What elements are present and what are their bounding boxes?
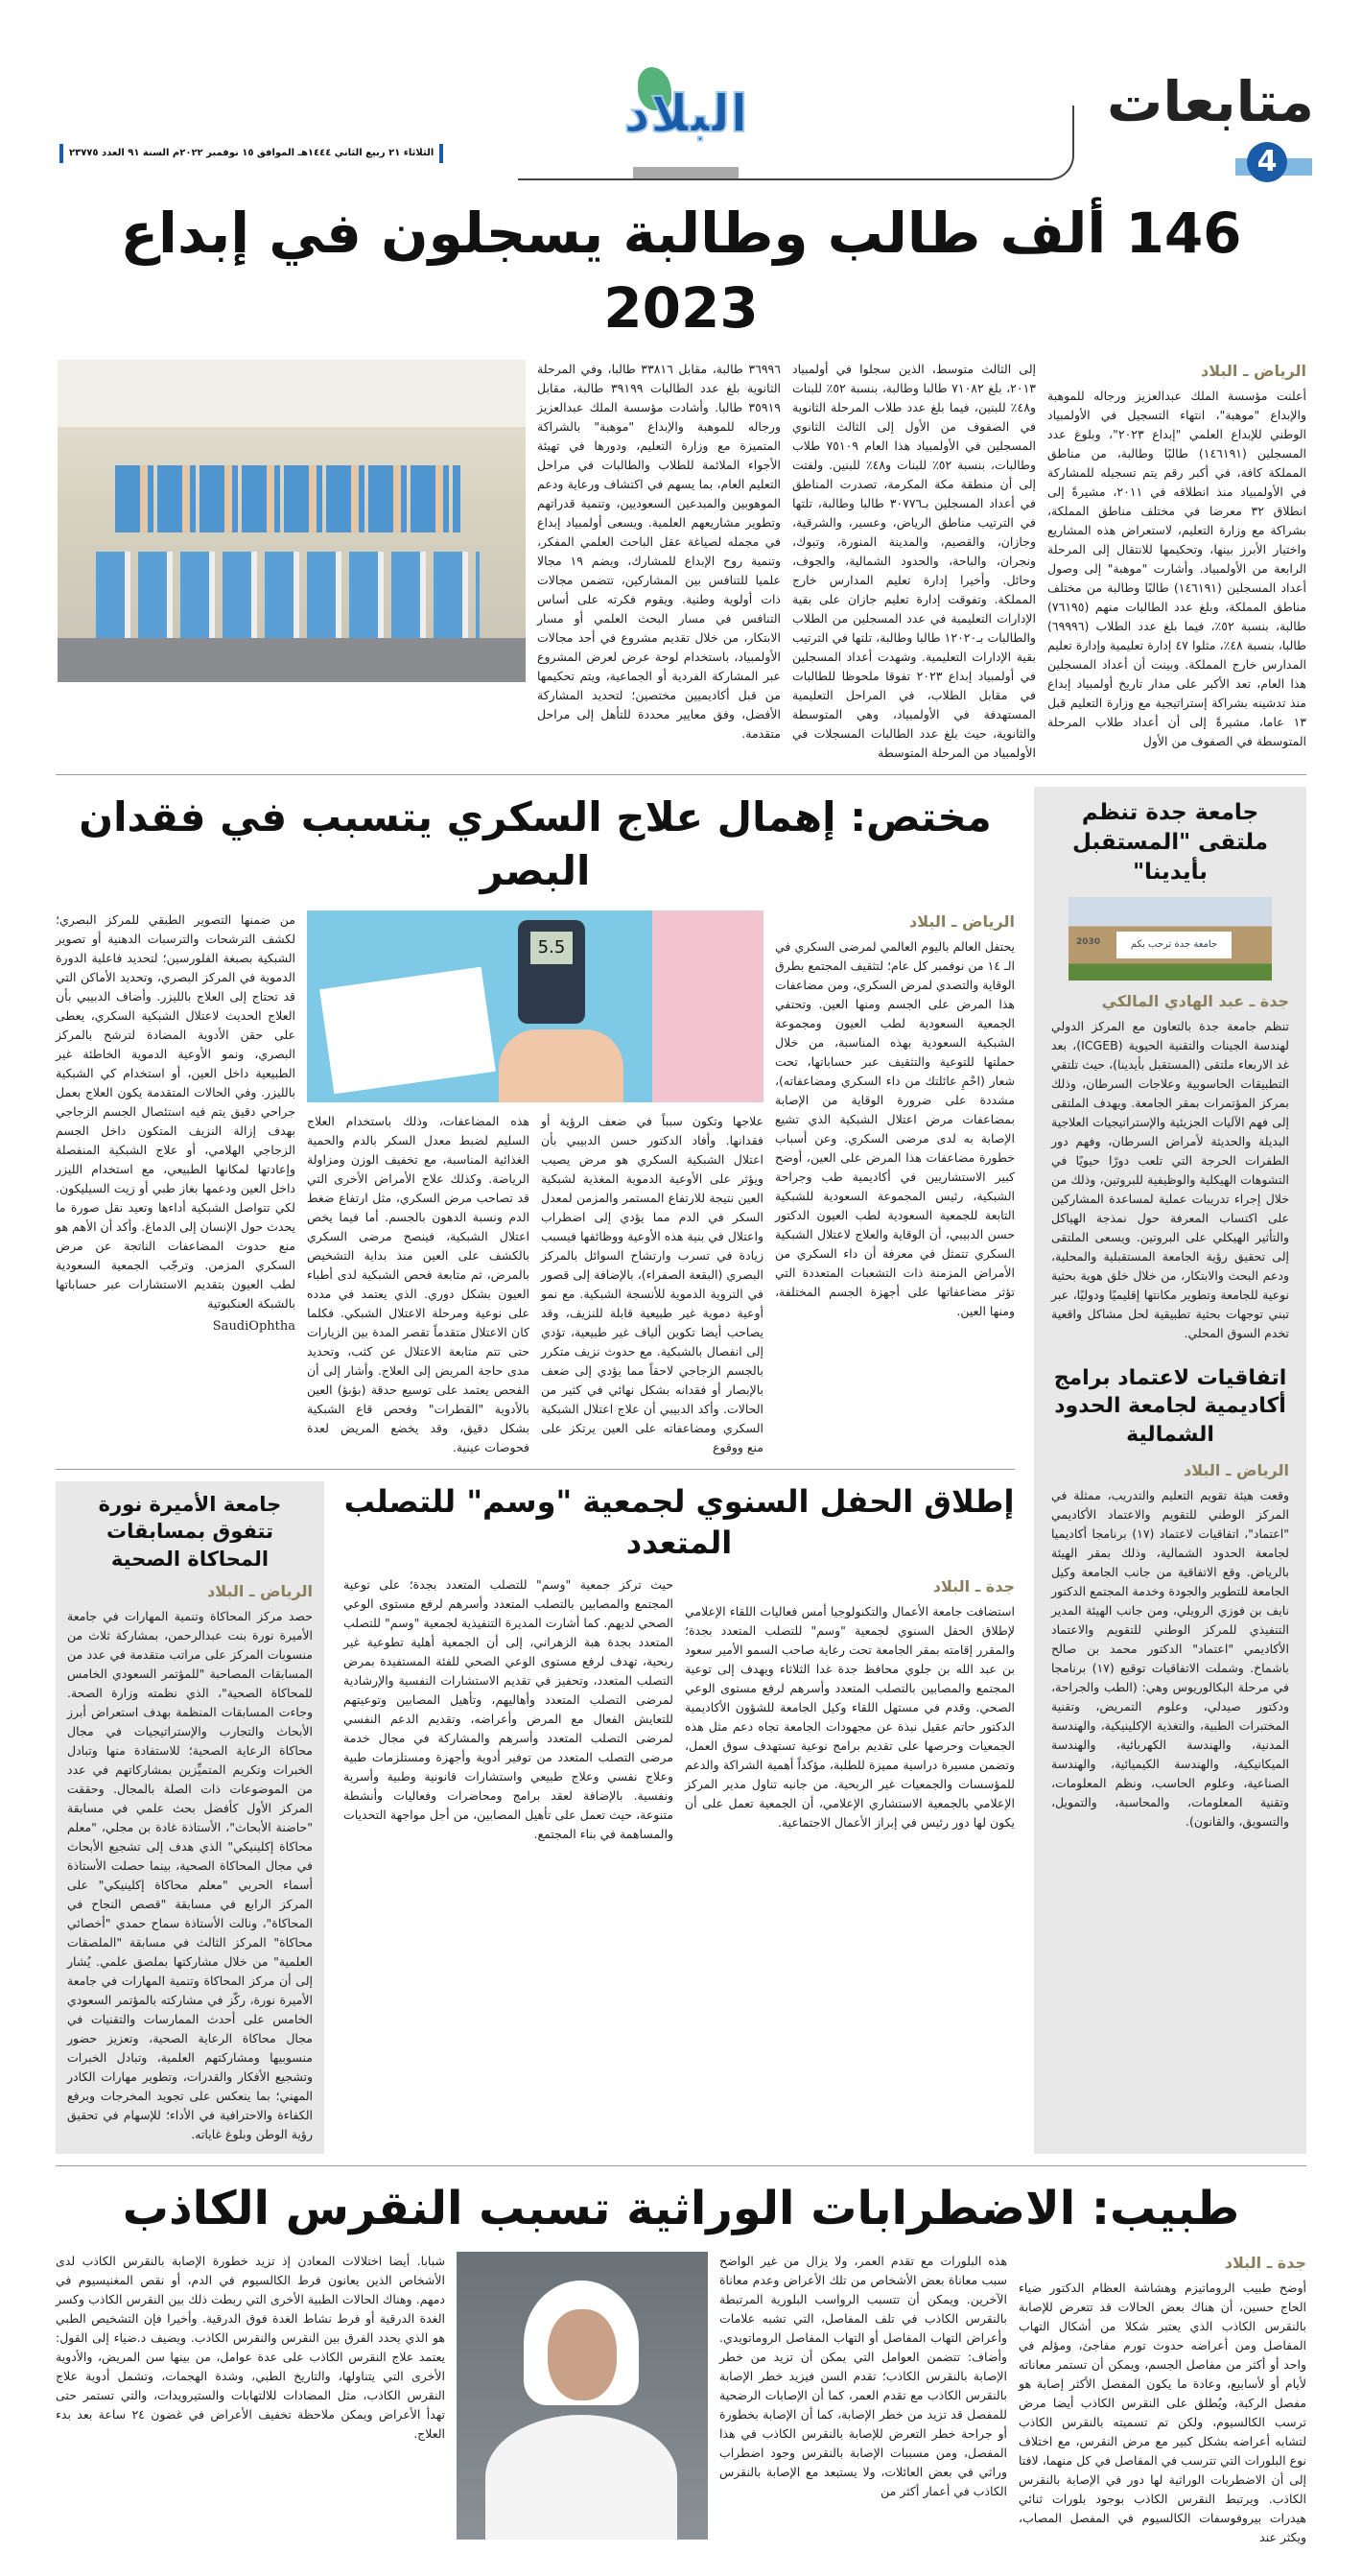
paragraph: استضافت جامعة الأعمال والتكنولوجيا أمس فعاليات اللقاء الإعلامي لإطلاق الحفل السنوي لجمعية "وسم" للتصلب المتعدد بجدة؛ والمقرر إقامته بمقر الجامعة تحت رعاية صاحب السمو الأمير سعود بن عبد الله بن جلوي محافظ جدة غدا الثلاثاء ويهدف إلى توعية المجتمع والمصابين بالتصلب المتعدد وأسرهم لرفع مستوى الوعي الصحي. وقدم في مستهل اللقاء وكيل الجامعة للشؤون الأكاديمية الدكتور حاتم عقيل نبذة عن مجهودات الجامعة تجاه دعم مثل هذه الجمعيات وحرصها على تقديم برامج نوعية تستهدف سوق العمل، وتضمن مسيرة دراسية مميزة للطلبة، مؤكداً أهمية الشراكة والدعم للمؤسسات والجمعيات غير الربحية. من جانبه تناول مدير المركز الإعلامي بالجمعية الاستشاري الإعلامي، أن الجمعية تعمل على أن يكون لها دور رئيس في إبراز الأعمال الاجتماعية. (685, 1604, 1015, 1831)
page-number: 4 (1247, 142, 1287, 182)
diabetes-column-4 (56, 910, 295, 1336)
paragraph: أوضح طبيب الروماتيزم وهشاشة العظام الدكتور ضياء الحاج حسين، أن هناك بعض الحالات قد تتعرض للإصابة بالنقرس الكاذب الذي يعتبر شكلا من أشكال التهاب المفاصل ومن أعراضه حدوث تورم مفاجئ، ومؤلم في واحد أو أكثر من مفاصل الجسم، ويمكن أن تستمر معاناته لأيام أو لأسابيع، وعادة ما يكون المفصل الأكثر إصابة هو مفصل الركبة، ويُطلق على النقرس الكاذب أيضا مرض ترسب الكالسيوم، ولكن تم تسميته بالنقرس الكاذب لتشابه أعراضه بشكل كبير مع مرض النقرس، مع اختلاف نوع البلورات التي تترسب في المفاصل في كل منهما، لافتا إلى أن الاضطربات الوراثية لها دور في الإصابة بالنقرس الكاذب. ويرتبط النقرس الكاذب بوجود بلورات ثنائي هيدرات بيروفوسفات الكالسيوم في المفصل المصاب، ويكثر عند (1019, 2280, 1306, 2544)
gout-article (56, 2252, 1306, 2547)
diabetes-article (56, 910, 1015, 1457)
divider (56, 2165, 1306, 2166)
paragraph: هذه البلورات مع تقدم العمر، ولا يزال من غير الواضح سبب معاناة بعض الأشخاص من تلك الأعراض وعدم معاناة الآخرين. ويمكن أن تتسبب الرواسب البلورية المرتبطة بالنقرس الكاذب في تلف المفاصل، التي تشبه علامات وأعراض التهاب المفاصل أو التهاب المفاصل الروماتويدي. وأضاف: تتضمن العوامل التي يمكن أن تزيد من خطر الإصابة بالنقرس الكاذب؛ تقدم السن فيزيد خطر الإصابة بالنقرس الكاذب مع تقدم العمر، كما أن الإصابات الرضحية للمفصل قد تزيد من خطر الإصابة، كما أن الإصابة بخطورة أو جراحة خطر التعرض للإصابة بالنقرس الكاذب في هذا المفصل، ومن مسببات الإصابة بالنقرس وجود اضطراب وراثي في بعض العائلات، ولا يستبعد مع الإصابة بالنقرس الكاذب في أعمار أكثر من (719, 2253, 1007, 2498)
wasm-headline: إطلاق الحفل السنوي لجمعية "وسم" للتصلب المتعدد (343, 1482, 1015, 1562)
wasm-column-1 (685, 1575, 1015, 1832)
paragraph: من ضمنها التصوير الطبقي للمركز البصري؛ لكشف الترشحات والترسبات الدهنية أو تصوير الشبكية بصبغة الفلورسين؛ لتحديد فاعلية الدورة الدموية في المركز البصري، وتحديد الأماكن التي قد تحتاج إلى العلاج بالليزر. وأضاف الدبيبي بأن العلاج الحديث لاعتلال الشبكية السكري، يعطى على حقن الأدوية المضادة لترشح بالمركز البصري، ونمو الأوعية الدموية الخاطئة غير الطبيعية داخل العين، أو استخدام كي الشبكية بالليزر. وفي الحالات المتقدمة يكون العلاج بعمل جراحي دقيق يتم فيه استئصال الجسم الزجاجي بهدف إزالة النزيف المتكون داخل الجسم الزجاجي الهلامي، أو علاج الشبكية المنفصلة وإعادتها لمكانها الطبيعي، مع استخدام الليزر داخل العين ودعمها بغاز طبي أو زيت السيليكون. لكي تتواصل الشبكية أداءها وتعيد نقل صورة ما يحدث حول الإنسان إلى الدماغ. وأكد أن الأهم هو منع حدوث المضاعفات الناتجة عن مرض السكري المزمن. وترجّب الجمعية السعودية لطب العيون بتقديم الاستشارات عبر حساباتها بالشبكة العنكبوتية (56, 911, 295, 1311)
header-curve (1045, 106, 1074, 180)
paragraph: حصد مركز المحاكاة وتنمية المهارات في جامعة الأميرة نورة بنت عبدالرحمن، بمشاركة ثلاث من منسوبات المركز على مراتب متقدمة في عدد من المسابقات المصاحبة "للمؤتمر السعودي الخامس للمحاكاة الصحية"، الذي نظمته وزارة الصحة. وجاءت المسابقات المنظمة بهدف استعراض أبرز الأبحاث والتجارب والإستراتيجيات في مجال محاكاة الرعاية الصحية؛ للاستفادة منها وتبادل الخبرات وتكريم المتميِّزين بمشاركاتهم في عدد من الموضوعات ذات الصلة بالمجال. وحققت المركز الأول كأفضل بحث علمي في مسابقة "حاضنة الأبحاث"، الأستاذة غادة بن مجلي، "معلم محاكاة إكلينيكي" الذي هدف إلى تشجيع الأبحاث في مجال المحاكاة الصحية، بينما حصلت الأستاذة أسماء الحربي "معلم محاكاة إكلينيكي" على المركز الرابع في مسابقة "قصص النجاح في المحاكاة"، ونالت الأستاذة سماح حمدي "أخصائي محاكاة" المركز الثالث في مسابقة "الملصقات العلمية" من خلال مشاركتها بملصق علمي. يُشار إلى أن مركز المحاكاة وتنمية المهارات في جامعة الأميرة نورة، ركّز في مشاركته بالمؤتمر السعودي الخامس على أحدث الممارسات والتقنيات في مجال محاكاة الرعاية الصحية، وتعزيز حضور منسوبيها ومشاركتهم العلمية، وتبادل الخبرات وتشجيع الأفكار والقدرات، وتطوير مهارات الكادر المهني؛ بما ينعكس على تجويد المخرجات وبرفع الكفاءة والاحترافية في الأداء؛ للإسهام في تحقيق رؤية الوطن وبلوغ غاياته. (67, 1609, 313, 2141)
gout-column-1 (1019, 2252, 1306, 2547)
noura-box (56, 1481, 324, 2154)
byline: الرياض ـ البلاد (1201, 361, 1306, 380)
jeddah-body (1051, 990, 1289, 1343)
paragraph: وقعت هيئة تقويم التعليم والتدريب، ممثلة في المركز الوطني للتقويم والاعتماد الأكاديمي "اعتماد"، اتفاقيات لاعتماد (١٧) برنامجا أكاديميا لجامعة الحدود الشمالية، وذلك بمقر الهيئة بالرياض. وقع الاتفاقية من جانب الجامعة وكيل الجامعة للتطوير والجودة وخدمة المجتمع الدكتور نايف بن فوزي الرويلي، ومن جانب الهيئة المدير التنفيذي للمركز الوطني للتقويم والاعتماد الأكاديمي "اعتماد" الدكتور محمد بن صالح باشماخ. وشملت الاتفاقيات توقيع (١٧) برنامجا في مرحلة البكالوريوس وهي: (الطب والجراحة، ودكتور صيدلي، وعلوم التمريض، وتقنية المختبرات الطبية، والتغذية الإكلينيكية، والهندسة المدنية، والهندسة الكهربائية، والهندسة الميكانيكية، والهندسة الكيميائية، والهندسة الصناعية، وعلوم الحاسب، ونظم المعلومات، وتقنية المعلومات، والمحاسبة، والتمويل، والتسويق، والقانون). (1051, 1487, 1289, 1829)
glucometer-photo (307, 910, 763, 1102)
university-photo (1068, 897, 1272, 981)
gout-column-3 (56, 2252, 445, 2444)
paragraph: شبابا. أيضا اختلالات المعادن إذ تزيد خطورة الإصابة بالنقرس الكاذب لدى الأشخاص الذين يعانون فرط الكالسيوم في الدم، أو نقص المغنيسيوم في دمهم. وهناك الحالات الطبية الأخرى التي ربطت ذلك بين النقرس الكاذب وكسر الغدة الدرقية أو فرط نشاط الغدة فوق الدرقية. وأخيرا فإن التشخيص الطبي هو الذي يحدد الفرق بين النقرس والنقرس الكاذب. ويضيف د.ضياء إلى القول: يعتمد علاج النقرس الكاذب على عدة عوامل، من بينها سن المريض، والأدوية الأخرى التي يتناولها، والتاريخ الطبي، وشدة الهجمات، وتشمل أدوية علاج النقرس الكاذب، مثل المضادات للالتهابات والستيرويدات، والتي تستمر حتى تهدأ الأعراض ويمكن ملاحظة تخفيف الأعراض في غضون ٢٤ ساعة بعد بدء العلاج. (56, 2253, 445, 2441)
paragraph: هذه المضاعفات، وذلك باستخدام العلاج السليم لضبط معدل السكر بالدم والحمية الغذائية المناسبة، مع تخفيف الوزن ومزاولة الرياضة. وكذلك علاج الأمراض الأخرى التي قد تصاحب مرض السكري، مثل ارتفاع ضغط الدم ونسبة الدهون بالجسم. أما فيما يخص اعتلال الشبكية، فينصح مرضى السكري بالكشف على العين منذ بداية التشخيص بالمرض، ثم متابعة فحص الشبكية لدى أطباء العيون بشكل دوري. الذي يعتمد في مدده على نوعية ومرحلة الاعتلال الشبكي. فكلما كان الاعتلال متقدماً تقصر المدة بين الزيارات حتى تتم متابعة الاعتلال عن كثب، وتحديد مدى حاجة المريض إلى العلاج. وأشار إلى أن الفحص يعتمد على توسيع حدقة (بؤبؤ) العين بالأدوية "القطرات" وفحص قاع الشبكية بشكل دقيق، وقد يخضع المريض لعدة فحوصات عينية. (307, 1113, 529, 1454)
paragraph: يحتفل العالم باليوم العالمي لمرضى السكري في الـ ١٤ من نوفمبر كل عام؛ لتثقيف المجتمع بطرق الوقاية والتصدي لمرض السكري، ومن مضاعفات هذا المرض على الجسم ومنها العين. وتحتفي الجمعية السعودية لطب العيون ومجموعة الشبكية السعودية بهذه المناسبة، من خلال حملتها للتوعية والتثقيف عبر حساباتها، تحت شعار (احْمِ عائلتك من داء السكري ومضاعفاته)، مشددة على ضرورة الوقاية من الإصابة بمضاعفات مرض اعتلال الشبكية الذي تشيع الإصابة به لدى مرضى السكري. وعن أسباب خطورة مضاعفات هذا المرض على العين، أوضح كبير الاستشاريين في أكاديمية طب وجراحة الشبكية، رئيس المجموعة السعودية للشبكية التابعة للجمعية السعودية لطب العيون الدكتور حسن الدبيبي، أن الوقاية والعلاج لاعتلال الشبكية السكري تتمثل في معرفة أن داء السكري من الأمراض المزمنة ذات التشعبات المتعددة التي تؤثر مضاعفاتها على أجهزة الجسم المختلفة، ومنها العين. (775, 938, 1015, 1318)
byline: جدة ـ البلاد (932, 1577, 1015, 1596)
wasm-article (343, 1481, 1015, 1844)
paragraph: ٣٦٩٩٦ طالبة، مقابل ٣٣٨١٦ طالبا، وفي المرحلة الثانوية بلغ عدد الطالبات ٣٩١٩٩ طالبة، مقابل ٣٥٩١٩ طالبا. وأشادت مؤسسة الملك عبدالعزيز ورجاله للموهبة والإبداع "موهبة" بالشراكة المتميزة مع وزارة التعليم، ودورها في تهيئة الأجواء الملائمة للطلاب والطالبات في مراحل التعليم العام، بما يسهم في اكتشاف ورعاية ودعم الموهوبين والمبدعين السعوديين، وتنمية قدراتهم وتطوير مشاريعهم العلمية. ويسعى أولمبياد إبداع في مجمله لصياغة عقل الباحث العلمي المفكر، وتنمية روح الإبداع للمشارك، ويضم ١٩ مجالا علميا للتنافس بين المشاركين، تتضمن مجالات ذات أولوية وطنية. ويقوم فكرته على أساس التنافس في مسار البحث العلمي أو مسار الابتكار، من خلال تقديم مشروع في أحد مجالات الأولمبياد، باستخدام لوحة عرض لعرض المشروع عبر المشاركة الفردية أو الجماعية، ويتم تحكيمها من قبل أكاديميين مختصين؛ لتحديد المشاركة الأفضل، وفق معايير محددة للتأهل إلى مراحل متقدمة. (537, 361, 782, 741)
byline: الرياض ـ البلاد (1184, 1460, 1289, 1479)
logo-text: البلاد (623, 83, 748, 144)
vision-logo: 2030 (1076, 936, 1101, 947)
middle-band (56, 787, 1306, 2154)
main-column (56, 787, 1015, 2154)
lead-headline: 146 ألف طالب وطالبة يسجلون في إبداع 2023 (120, 201, 1242, 342)
sidebar-box (1034, 787, 1306, 2154)
section-title: متابعات (1107, 69, 1314, 134)
header-rule (518, 178, 1047, 180)
noura-headline: جامعة الأميرة نورة تتفوق بمسابقات المحاكاة الصحية (98, 1492, 282, 1571)
diabetes-column-2 (541, 1112, 763, 1457)
logo (619, 67, 753, 178)
date-line: الثلاثاء ٢١ ربيع الثاني ١٤٤٤هـ الموافق ١٥ نوفمبر ٢٠٢٢م السنة ٩١ العدد ٢٣٧٧٥ (59, 144, 443, 163)
lower-band (56, 1481, 1015, 2154)
diabetes-middle (307, 910, 763, 1457)
gout-column-2 (719, 2252, 1007, 2501)
divider (56, 774, 1306, 775)
northern-headline: اتفاقيات لاعتماد برامج أكاديمية لجامعة الحدود الشمالية (1053, 1365, 1287, 1448)
students-photo (58, 360, 526, 682)
paragraph: تنظم جامعة جدة بالتعاون مع المركز الدولي لهندسة الجينات والتقنية الحيوية (ICGEB)، بعد غد الاربعاء ملتقى (المستقبل بأيدينا)، حيث تلتقي التطبيقات الحاسوبية وعلاجات السرطان، وذلك بمركز المؤتمرات بمقر الجامعة. ويهدف الملتقى إلى فهم الآليات الجزيئية والإستراتيجيات العلاجية البديلة والحديثة لأمراض السرطان، وفهم دور الطفرات الحرجة التي تلعب دورًا حيويًا في التشوهات الهيكلية والوظيفية للبروتين، وذلك من خلال إجراء تدريبات عملية لمساعدة المشاركين على اكتساب المعرفة حول نمذجة الهياكل والتأثير الهيكلي على البروتين. ويسعى الملتقى إلى تحقيق رؤية الجامعة المستقبلية والمحلية، ودعم البحث والابتكار، من خلال خلق هوية بحثية نوعية للجامعة وتطوير مكانتها إقليميًا ودوليًا، عبر تبني توجهات بحثية تطبيقية لحل مشاكل واقعية تخدم السوق المحلي. (1051, 1018, 1289, 1340)
diabetes-column-3 (307, 1112, 529, 1457)
divider (56, 1469, 1015, 1470)
diabetes-headline: مختص: إهمال علاج السكري يتسبب في فقدان البصر (79, 792, 992, 895)
byline: الرياض ـ البلاد (909, 911, 1015, 931)
diabetes-column-1 (775, 910, 1015, 1321)
byline: الرياض ـ البلاد (207, 1582, 313, 1600)
gout-headline: طبيب: الاضطرابات الوراثية تسبب النقرس الكاذب (122, 2182, 1240, 2235)
lead-article (56, 360, 1306, 763)
glucometer-screen: 5.5 (530, 932, 573, 964)
paragraph: علاجها وتكون سبباً في ضعف الرؤية أو فقدانها. وأفاد الدكتور حسن الدبيبي بأن اعتلال الشبكية السكري هو مرض يصيب ويؤثر على الأوعية الدموية المغذية لشبكية العين نتيجة للارتفاع المستمر والمزمن لمعدل السكر في الدم مما يؤدي إلى اضطراب واعتلال في بنية هذه الأوعية ووظائفها فيسبب زيادة في تسرب وارتشاح السوائل بالمركز البصري (البقعة الصفراء)، بالإضافة إلى قصور في التروية الدموية للأنسجة الشبكية. مع نمو أوعية دموية غير طبيعية قابلة للنزيف، وقد يصاحب أيضا تكوين ألياف غير طبيعية، تؤدي إلى انفصال بالشبكية. مع حدوث نزيف متكرر بالجسم الزجاجي لاحقاً مما يؤدي إلى ضعف بالإبصار أو فقدانه بشكل نهائي في كثير من الحالات. وأكد الدبيبي أن علاج اعتلال الشبكية السكري ومضاعفاته على العين يرتكز على منع ووقوع (541, 1113, 763, 1454)
lead-column-2 (792, 360, 1036, 763)
noura-body (67, 1580, 313, 2144)
doctor-portrait (457, 2252, 708, 2540)
wasm-column-2 (343, 1575, 673, 1844)
byline: جدة ـ البلاد (1224, 2253, 1306, 2272)
lead-column-3 (537, 360, 781, 744)
social-handle: SaudiOphtha (212, 1318, 295, 1334)
paragraph: أعلنت مؤسسة الملك عبدالعزيز ورجاله للموهبة والإبداع "موهبة"، انتهاء التسجيل في الأولمبياد الوطني للإبداع العلمي "إبداع ٢٠٢٣"، وبلوغ عدد المسجلين (١٤٦١٩١) طالبًا وطالبة، من مناطق المملكة كافة، في أكبر رقم يتم تسجيله للمشاركة في الأولمبياد منذ انطلاقه في ٢٠١١، مشيرةً إلى انطلاق ٣٢ معرضا في مختلف مناطق المملكة، بشراكة مع وزارة التعليم، لاستعراض هذه المشاريع واختيار الأبرز بينها، وتحكيمها للانتقال إلى المرحلة الرابعة من الأولمبياد. وأشارت "موهبة" إلى وصول أعداد المسجلين (١٤٦١٩١) طالبًا وطالبة من مختلف مناطق المملكة، وبلغ عدد الطالبات منهم (٧٦١٩٥) طالبة، بنسبة ٥٢٪، فيما بلغ عدد الطلاب (٦٩٩٩٦) طالبا، بنسبة ٤٨٪، مثلوا ٤٧ إدارة تعليمية وإدارة تعليم المدارس خارج المملكة. وبينت أن أعداد المسجلين هذا العام، تعد الأكبر على مدار تاريخ أولمبياد إبداع منذ تدشينه بشراكة إستراتيجية مع وزارة التعليم قبل ١٣ عاما، مشيرةً إلى أن أعداد طلاب المرحلة المتوسطة في الصفوف من الأول (1047, 388, 1307, 748)
masthead (0, 0, 1362, 188)
byline: جدة ـ عبد الهادي المالكي (1101, 991, 1289, 1010)
northern-body (1051, 1459, 1289, 1832)
paragraph: إلى الثالث متوسط، الذين سجلوا في أولمبياد ٢٠١٣، بلغ ٧١٠٨٢ طالبا وطالبة، بنسبة ٥٢٪ للبنات و٤٨٪ للبنين، فيما بلغ عدد طلاب المرحلة الثانوية في الصفوف من الأول إلى الثالث الثانوي المسجلين في الأولمبياد هذا العام ٧٥١٠٩ طلاب وطالبات، بنسبة ٥٢٪ للبنات و٤٨٪ للبنين. ولفتت إلى أن منطقة مكة المكرمة، تصدرت المناطق في أعداد المسجلين بـ٣٠٧٧٦ طالبا وطالبة، تلتها في الترتيب مناطق الرياض، وعسير، والشرقية، وجازان، والقصيم، والمدينة المنورة، وتبوك، ونجران، والباحة، والحدود الشمالية، والجوف، وحائل. وأخيرا إدارة تعليم المدارس خارج المملكة. وتفوقت إدارة تعليم جازان على بقية الإدارات التعليمية في عدد المسجلين من الطلاب والطالبات بـ١٢٠٢٠ طالبا وطالبة، تلتها في الترتيب بقية الإدارات التعليمية. وشهدت أعداد المسجلين في أولمبياد إبداع ٢٠٢٣ تفوقا ملحوظا للطالبات في مقابل الطلاب، في المراحل التعليمية المستهدفة في الأولمبياد، وهي المتوسطة والثانوية، حيث بلغ عدد الطالبات المسجلات في الأولمبياد من المرحلة المتوسطة (792, 361, 1037, 760)
lead-column-1 (1047, 360, 1306, 751)
paragraph: حيث تركز جمعية "وسم" للتصلب المتعدد بجدة؛ على توعية المجتمع والمصابين بالتصلب المتعدد وأسرهم لرفع مستوى الوعي الصحي لديهم. كما أشارت المديرة التنفيذية لجمعية "وسم" للتصلب المتعدد بجدة هبة الزهراني، إلى أن الجمعية أهلية تطوعية غير ربحية، تهدف لرفع مستوى الوعي الصحي للفئة المستفيدة بمرض التصلب المتعدد، وتحفيز في تقديم الاستشارات النفسية والإرشادية لمرضى التصلب المتعدد وأهاليهم، وتأهيل المصابين وتوعيتهم للتعايش الفعال مع المرض وأعراضه، وتقديم الدعم النفسي لمرضى التصلب المتعدد وأسرهم والمشاركة في مجال خدمة مرضى التصلب المتعدد من توفير أدوية وأجهزة ومستلزمات طبية وعلاج نفسي وعلاج طبيعي واستشارات قانونية وطبية وأسرية ونفسية. بالإضافة لعقد برامج ومحاضرات وفعاليات وأنشطة متنوعة، حيث تعمل على تأهيل المصابين، من أجل مواجهة التحديات والمساهمة في بناء المجتمع. (343, 1577, 673, 1842)
banner-text: جامعة جدة ترحب بكم (1116, 932, 1232, 958)
jeddah-headline: جامعة جدة تنظم ملتقى "المستقبل بأيدينا" (1071, 799, 1269, 885)
